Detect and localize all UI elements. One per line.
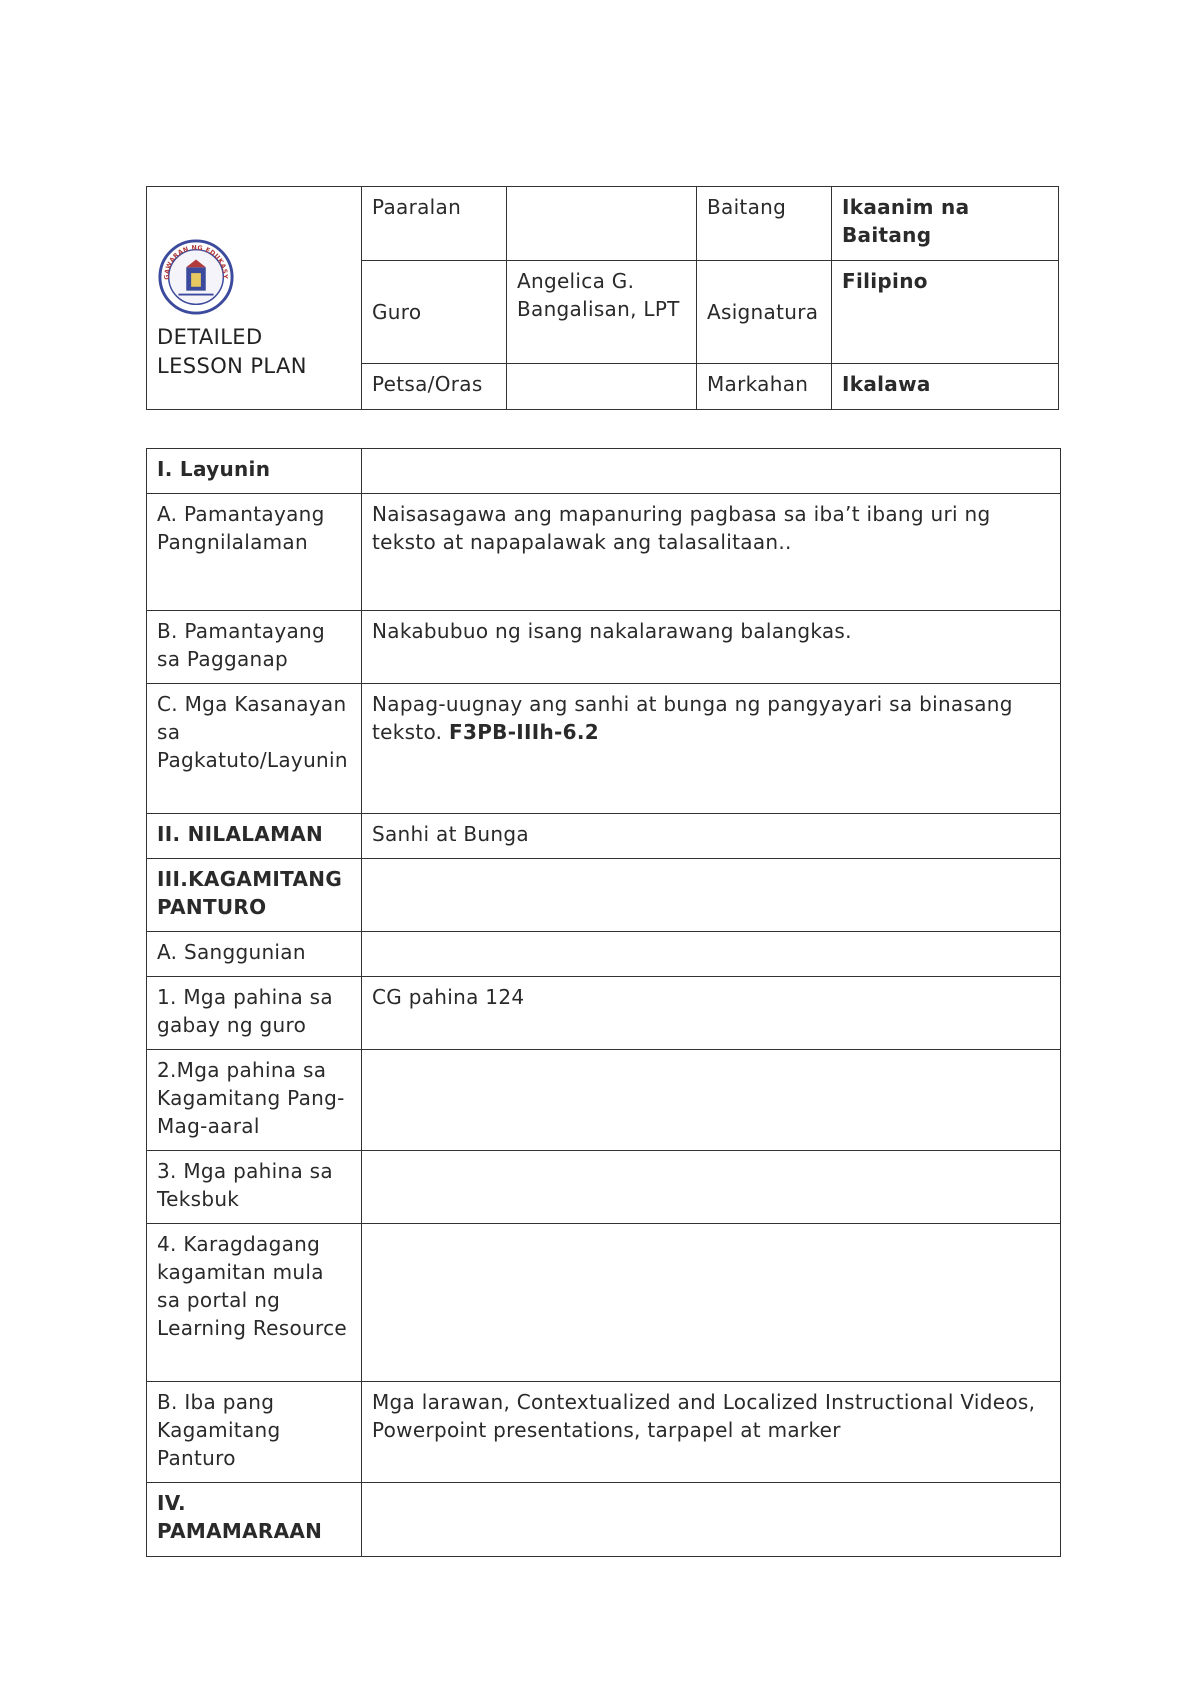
value-layunin xyxy=(362,449,1061,494)
row-iba-pang xyxy=(147,1382,1061,1483)
value-pamantayang-pagganap: Nakabubuo ng isang nakalarawang balangkas. xyxy=(362,611,1061,684)
value-karagdagang xyxy=(362,1224,1061,1382)
label-karagdagang: 4. Karagdagang kagamitan mula sa portal ng Learning Resource xyxy=(147,1224,362,1382)
value-guro: Angelica G. Bangalisan, LPT xyxy=(507,261,697,364)
label-paaralan: Paaralan xyxy=(362,187,507,261)
value-petsa xyxy=(507,364,697,410)
row-sanggunian xyxy=(147,932,1061,977)
label-kagamitan: III.KAGAMITANG PANTURO xyxy=(147,859,362,932)
row-kagamitan xyxy=(147,859,1061,932)
label-pamamaraan: IV. PAMAMARAAN xyxy=(147,1483,362,1557)
seal-text: GAWARAN NG EDUKASY xyxy=(163,244,229,280)
label-pamantayang-pagganap: B. Pamantayang sa Pagganap xyxy=(147,611,362,684)
label-kasanayan: C. Mga Kasanayan sa Pagkatuto/Layunin xyxy=(147,684,362,814)
row-nilalaman xyxy=(147,814,1061,859)
label-asignatura: Asignatura xyxy=(697,261,832,364)
value-kasanayan: Napag-uugnay ang sanhi at bunga ng pangyayari sa binasang teksto. xyxy=(372,692,1013,744)
value-teksbuk xyxy=(362,1151,1061,1224)
value-kasanayan-cell xyxy=(362,684,1061,814)
label-baitang: Baitang xyxy=(697,187,832,261)
title-cell xyxy=(147,187,362,410)
deped-seal xyxy=(157,238,351,323)
label-teksbuk: 3. Mga pahina sa Teksbuk xyxy=(147,1151,362,1224)
header-row-paaralan xyxy=(147,187,1059,261)
value-pamantayang-pangnilalaman: Naisasagawa ang mapanuring pagbasa sa iba’t ibang uri ng teksto at napapalawak ang talasalitaan.. xyxy=(362,494,1061,611)
label-guro: Guro xyxy=(362,261,507,364)
row-pamantayang-pangnilalaman xyxy=(147,494,1061,611)
value-nilalaman: Sanhi at Bunga xyxy=(362,814,1061,859)
header-table xyxy=(146,186,1059,410)
row-layunin xyxy=(147,449,1061,494)
value-paaralan xyxy=(507,187,697,261)
value-markahan: Ikalawa xyxy=(832,364,1059,410)
label-layunin: I. Layunin xyxy=(147,449,362,494)
value-pamamaraan xyxy=(362,1483,1061,1557)
row-kagamitang-mag-aaral xyxy=(147,1050,1061,1151)
lesson-plan-table xyxy=(146,448,1061,1557)
value-sanggunian xyxy=(362,932,1061,977)
label-petsa: Petsa/Oras xyxy=(362,364,507,410)
label-gabay-guro: 1. Mga pahina sa gabay ng guro xyxy=(147,977,362,1050)
value-iba-pang: Mga larawan, Contextualized and Localized Instructional Videos, Powerpoint presentations, tarpapel at marker xyxy=(362,1382,1061,1483)
label-kagamitang-mag-aaral: 2.Mga pahina sa Kagamitang Pang- Mag-aaral xyxy=(147,1050,362,1151)
value-kagamitan xyxy=(362,859,1061,932)
value-gabay-guro: CG pahina 124 xyxy=(362,977,1061,1050)
doc-title: DETAILED LESSON PLAN xyxy=(157,325,307,378)
label-markahan: Markahan xyxy=(697,364,832,410)
label-sanggunian: A. Sanggunian xyxy=(147,932,362,977)
value-kagamitang-mag-aaral xyxy=(362,1050,1061,1151)
row-pamantayang-pagganap xyxy=(147,611,1061,684)
row-karagdagang xyxy=(147,1224,1061,1382)
row-kasanayan xyxy=(147,684,1061,814)
label-iba-pang: B. Iba pang Kagamitang Panturo xyxy=(147,1382,362,1483)
row-pamamaraan xyxy=(147,1483,1061,1557)
competency-code: F3PB-IIIh-6.2 xyxy=(449,720,599,744)
row-gabay-guro xyxy=(147,977,1061,1050)
label-pamantayang-pangnilalaman: A. Pamantayang Pangnilalaman xyxy=(147,494,362,611)
row-teksbuk xyxy=(147,1151,1061,1224)
value-baitang: Ikaanim na Baitang xyxy=(832,187,1059,261)
label-nilalaman: II. NILALAMAN xyxy=(147,814,362,859)
value-asignatura: Filipino xyxy=(832,261,1059,364)
